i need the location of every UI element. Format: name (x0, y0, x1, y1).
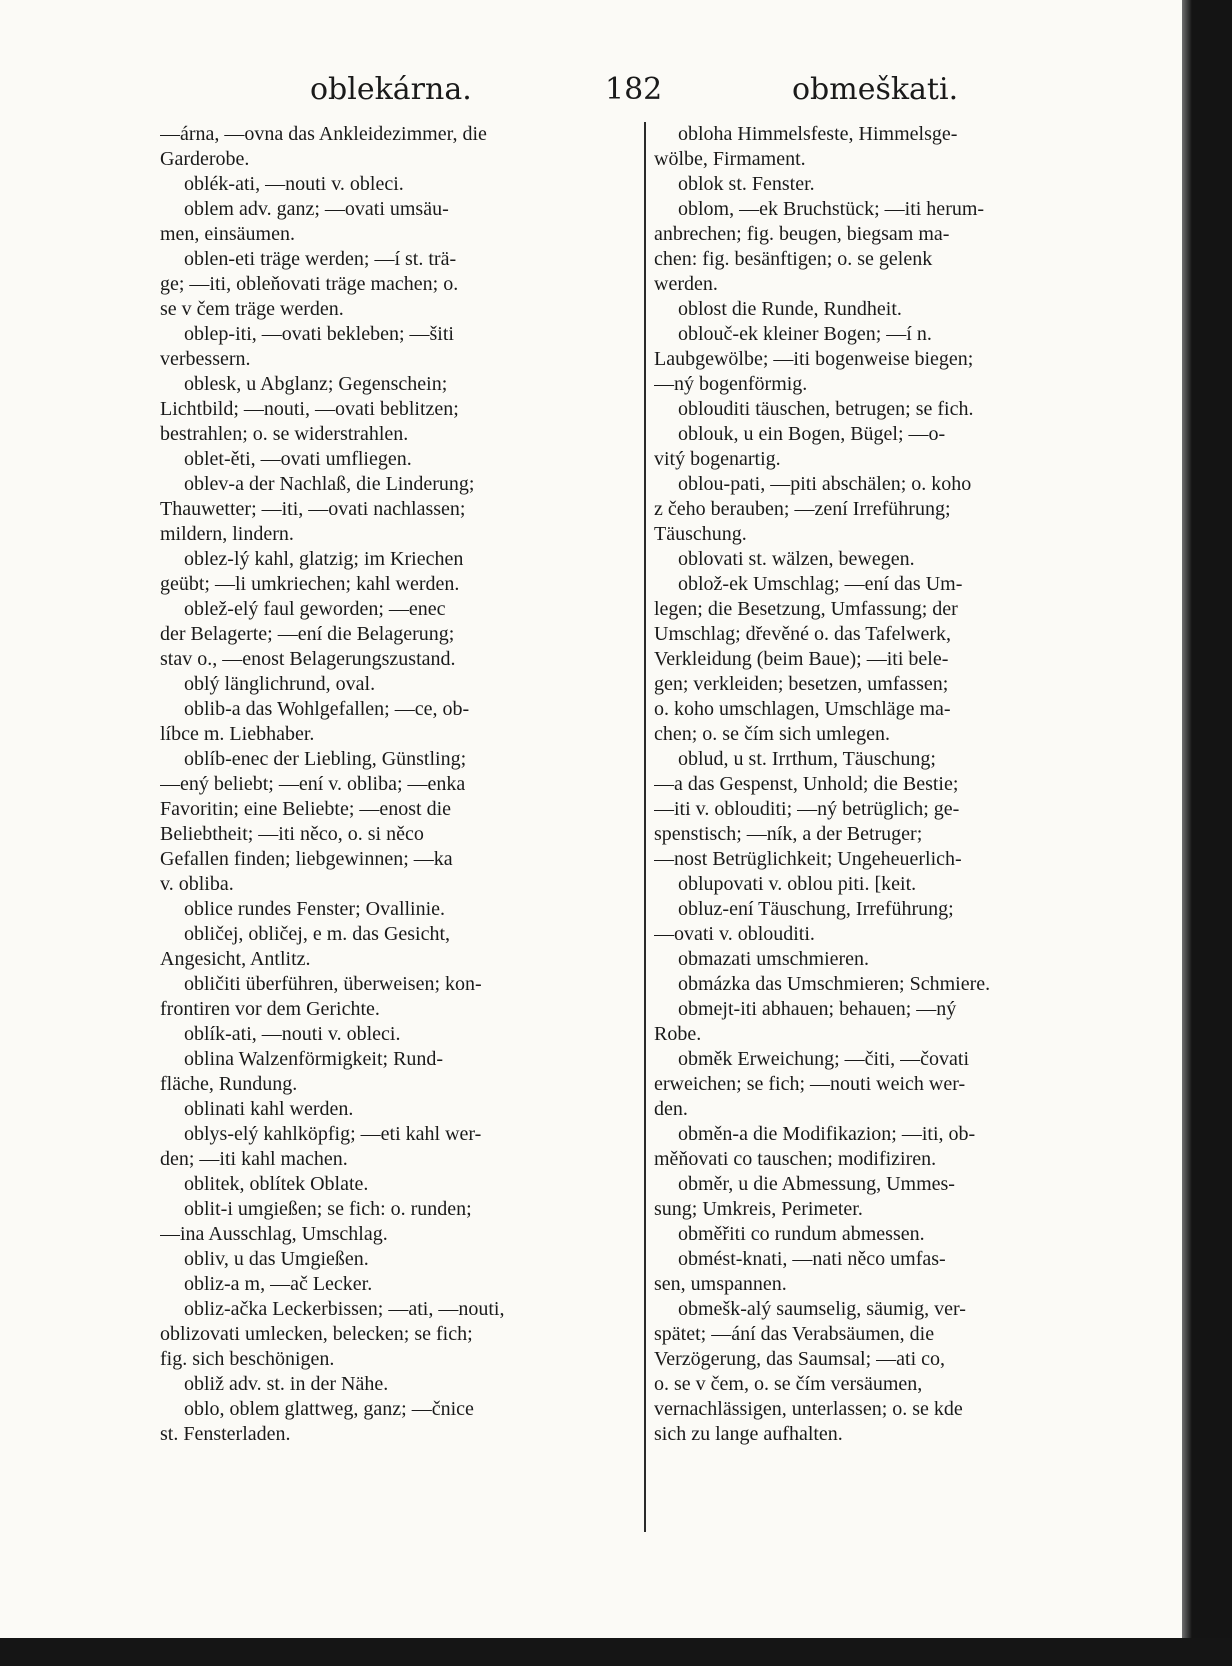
entry-line: Favoritin; eine Beliebte; —enost die (160, 798, 452, 820)
entry-line: sung; Umkreis, Perimeter. (654, 1198, 863, 1220)
entry-line: oblice rundes Fenster; Ovallinie. (184, 898, 446, 920)
dictionary-page (160, 70, 995, 1550)
entry-line: mildern, lindern. (160, 523, 294, 545)
entry-line: oblem adv. ganz; —ovati umsäu- (184, 198, 449, 220)
entry-line: líbce m. Liebhaber. (160, 723, 315, 745)
entry-line: oblud, u st. Irrthum, Täuschung; (678, 748, 936, 770)
entry-line: werden. (654, 273, 718, 295)
entry-line: obloha Himmelsfeste, Himmelsge- (678, 123, 958, 145)
entry-line: oblouditi täuschen, betrugen; se fich. (678, 398, 974, 420)
entry-line: —nost Betrüglichkeit; Ungeheuerlich- (654, 848, 962, 870)
entry-line: v. obliba. (160, 873, 234, 895)
entry-line: Umschlag; dřevěné o. das Tafelwerk, (654, 623, 952, 645)
entry-line: den. (654, 1098, 688, 1120)
entry-line: oblý länglichrund, oval. (184, 673, 376, 695)
scan-right-border (1182, 0, 1232, 1666)
entry-line: —árna, —ovna das Ankleidezimmer, die (160, 123, 487, 145)
entry-line: chen: fig. besänftigen; o. se gelenk (654, 248, 933, 270)
entry-line: —ina Ausschlag, Umschlag. (160, 1223, 388, 1245)
entry-line: chen; o. se čím sich umlegen. (654, 723, 891, 745)
entry-line: Angesicht, Antlitz. (160, 948, 311, 970)
entry-line: oblék-ati, —nouti v. obleci. (184, 173, 404, 195)
entry-line: Gefallen finden; liebgewinnen; —ka (160, 848, 453, 870)
header-first-entry: oblekárna. (310, 72, 472, 107)
entry-line: Thauwetter; —iti, —ovati nachlassen; (160, 498, 466, 520)
entry-line: o. se v čem, o. se čím versäumen, (654, 1373, 923, 1395)
entry-line: obmešk-alý saumselig, säumig, ver- (678, 1298, 966, 1320)
entry-line: anbrechen; fig. beugen, biegsam ma- (654, 223, 950, 245)
entry-line: —ný bogenförmig. (654, 373, 808, 395)
entry-line: Garderobe. (160, 148, 250, 170)
entry-line: obměřiti co rundum abmessen. (678, 1223, 925, 1245)
entry-line: obměk Erweichung; —čiti, —čovati (678, 1048, 970, 1070)
entry-line: Verkleidung (beim Baue); —iti bele- (654, 648, 949, 670)
entry-line: oblupovati v. oblou piti. [keit. (678, 873, 917, 895)
entry-line: oblesk, u Abglanz; Gegenschein; (184, 373, 448, 395)
entry-line: den; —iti kahl machen. (160, 1148, 348, 1170)
entry-line: obliz-ačka Leckerbissen; —ati, —nouti, (184, 1298, 505, 1320)
running-header (160, 70, 995, 110)
entry-line: fläche, Rundung. (160, 1073, 298, 1095)
entry-line: oblom, —ek Bruchstück; —iti herum- (678, 198, 985, 220)
page-number: 182 (605, 72, 663, 107)
entry-line: st. Fensterladen. (160, 1423, 291, 1445)
entry-line: oblet-ěti, —ovati umfliegen. (184, 448, 412, 470)
entry-line: Robe. (654, 1023, 702, 1045)
entry-line: z čeho berauben; —zení Irreführung; (654, 498, 951, 520)
entry-line: obměr, u die Abmessung, Ummes- (678, 1173, 955, 1195)
scan-bottom-border (0, 1638, 1232, 1666)
entry-line: oblep-iti, —ovati bekleben; —šiti (184, 323, 454, 345)
entry-line: oblouk, u ein Bogen, Bügel; —o- (678, 423, 946, 445)
entry-line: oblok st. Fenster. (678, 173, 815, 195)
entry-line: obměn-a die Modifikazion; —iti, ob- (678, 1123, 976, 1145)
entry-line: oblík-ati, —nouti v. obleci. (184, 1023, 401, 1045)
entry-line: oblinati kahl werden. (184, 1098, 354, 1120)
entry-line: obmázka das Umschmieren; Schmiere. (678, 973, 991, 995)
entry-line: —a das Gespenst, Unhold; die Bestie; (654, 773, 959, 795)
entry-line: Täuschung. (654, 523, 747, 545)
entry-line: Lichtbild; —nouti, —ovati beblitzen; (160, 398, 459, 420)
entry-line: —ený beliebt; —ení v. obliba; —enka (160, 773, 466, 795)
entry-line: obliv, u das Umgießen. (184, 1248, 369, 1270)
entry-line: obliž adv. st. in der Nähe. (184, 1373, 389, 1395)
entry-line: oblen-eti träge werden; —í st. trä- (184, 248, 457, 270)
entry-line: oblovati st. wälzen, bewegen. (678, 548, 915, 570)
entry-line: obličej, obličej, e m. das Gesicht, (184, 923, 451, 945)
entry-line: měňovati co tauschen; modifiziren. (654, 1148, 937, 1170)
entry-line: obluz-ení Täuschung, Irreführung; (678, 898, 954, 920)
entry-line: gen; verkleiden; besetzen, umfassen; (654, 673, 949, 695)
entry-line: oblina Walzenförmigkeit; Rund- (184, 1048, 444, 1070)
entry-line: oblez-lý kahl, glatzig; im Kriechen (184, 548, 464, 570)
entry-line: ge; —iti, obleňovati träge machen; o. (160, 273, 459, 295)
entry-line: oblež-elý faul geworden; —enec (184, 598, 446, 620)
entry-line: oblizovati umlecken, belecken; se fich; (160, 1323, 473, 1345)
entry-line: se v čem träge werden. (160, 298, 344, 320)
header-last-entry: obmeškati. (792, 72, 959, 107)
column-divider (644, 122, 646, 1532)
entry-line: spenstisch; —ník, a der Betruger; (654, 823, 923, 845)
entry-line: vernachlässigen, unterlassen; o. se kde (654, 1398, 963, 1420)
entry-line: —iti v. oblouditi; —ný betrüglich; ge- (654, 798, 960, 820)
entry-line: Verzögerung, das Saumsal; —ati co, (654, 1348, 946, 1370)
entry-line: —ovati v. oblouditi. (654, 923, 815, 945)
entry-line: Beliebtheit; —iti něco, o. si něco (160, 823, 424, 845)
entry-line: oblit-i umgießen; se fich: o. runden; (184, 1198, 472, 1220)
entry-line: bestrahlen; o. se widerstrahlen. (160, 423, 409, 445)
entry-line: legen; die Besetzung, Umfassung; der (654, 598, 958, 620)
left-column (160, 122, 638, 1447)
entry-line: oblys-elý kahlköpfig; —eti kahl wer- (184, 1123, 482, 1145)
entry-line: geübt; —li umkriechen; kahl werden. (160, 573, 460, 595)
entry-line: oblitek, oblítek Oblate. (184, 1173, 369, 1195)
entry-line: spätet; —ání das Verabsäumen, die (654, 1323, 935, 1345)
entry-line: sen, umspannen. (654, 1273, 787, 1295)
entry-line: obmést-knati, —nati něco umfas- (678, 1248, 946, 1270)
entry-line: oblou-pati, —piti abschälen; o. koho (678, 473, 972, 495)
entry-line: verbessern. (160, 348, 251, 370)
entry-line: obličiti überführen, überweisen; kon- (184, 973, 482, 995)
entry-line: oblož-ek Umschlag; —ení das Um- (678, 573, 963, 595)
entry-line: obmejt-iti abhauen; behauen; —ný (678, 998, 957, 1020)
entry-line: wölbe, Firmament. (654, 148, 806, 170)
entry-line: oblouč-ek kleiner Bogen; —í n. (678, 323, 932, 345)
entry-line: stav o., —enost Belagerungszustand. (160, 648, 456, 670)
entry-line: Laubgewölbe; —iti bogenweise biegen; (654, 348, 974, 370)
entry-line: sich zu lange aufhalten. (654, 1423, 843, 1445)
entry-line: fig. sich beschönigen. (160, 1348, 335, 1370)
entry-line: men, einsäumen. (160, 223, 295, 245)
entry-line: oblev-a der Nachlaß, die Linderung; (184, 473, 475, 495)
entry-line: obliz-a m, —ač Lecker. (184, 1273, 373, 1295)
entry-line: frontiren vor dem Gerichte. (160, 998, 380, 1020)
entry-line: obmazati umschmieren. (678, 948, 870, 970)
right-column (654, 122, 994, 1447)
entry-line: vitý bogenartig. (654, 448, 781, 470)
entry-line: der Belagerte; —ení die Belagerung; (160, 623, 455, 645)
entry-line: oblíb-enec der Liebling, Günstling; (184, 748, 467, 770)
entry-line: erweichen; se fich; —nouti weich wer- (654, 1073, 966, 1095)
entry-line: oblo, oblem glattweg, ganz; —čnice (184, 1398, 474, 1420)
entry-line: o. koho umschlagen, Umschläge ma- (654, 698, 951, 720)
entry-line: oblost die Runde, Rundheit. (678, 298, 902, 320)
entry-line: oblib-a das Wohlgefallen; —ce, ob- (184, 698, 470, 720)
